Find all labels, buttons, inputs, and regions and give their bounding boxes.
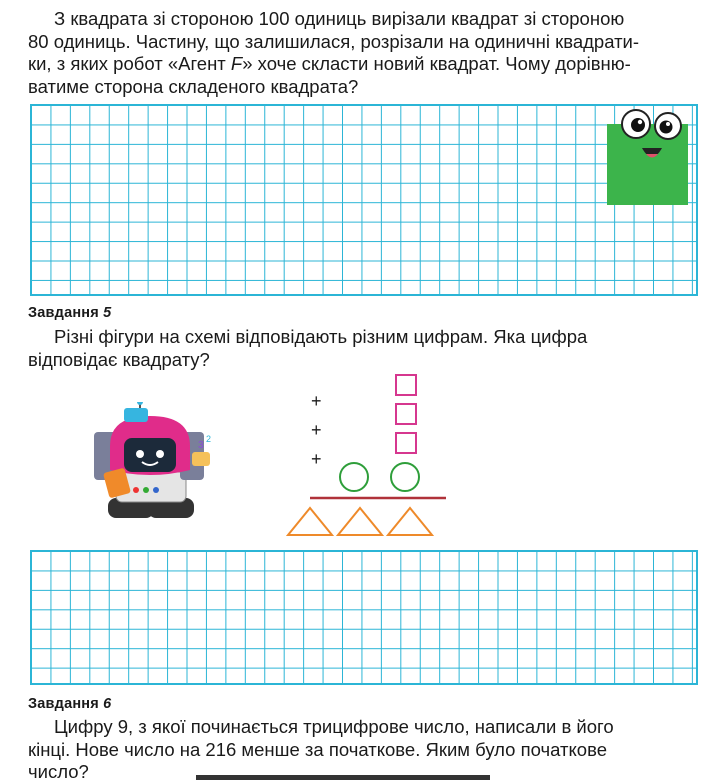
task5-number: 5 [103,305,112,321]
svg-text:2: 2 [206,434,212,444]
circle-shape [391,463,419,491]
task5-heading [28,305,111,321]
square-shape [396,375,416,395]
triangle-shape [338,508,382,535]
answer-grid-2[interactable] [30,550,698,685]
square-shape [396,433,416,453]
task6-line-2: кінці. Нове число на 216 менше за початкове. Яким було початкове [28,738,607,760]
plus-sign-1: + [311,391,322,411]
robot-illustration [88,402,228,532]
task4-text [28,8,698,98]
task6-heading [28,696,111,712]
task5-line-1: Різні фігури на схемі відповідають різним цифрам. Яка цифра [54,326,588,347]
task5-text [28,326,698,371]
task4-line-2: 80 одиниць. Частину, що залишилася, розрізали на одиничні квадрати- [28,30,640,52]
shapes-puzzle [280,370,460,540]
bottom-bar [196,775,490,780]
svg-text:3: 3 [198,440,204,451]
green-square-character [598,104,698,214]
task6-text [28,716,698,784]
right-eye-icon [655,113,681,139]
task4-line-3a: ки, з яких робот «Агент [28,53,231,74]
task6-line-3: число? [28,761,89,782]
triangle-shape [288,508,332,535]
task4-line-3b: » хоче скласти новий квадрат. Чому дорівню- [242,53,631,74]
left-eye-icon [622,110,650,138]
agent-f-letter: F [230,53,243,74]
task4-line-1: З квадрата зі стороною 100 одиниць вирізали квадрат зі стороною [54,8,625,29]
task5-line-2: відповідає квадрату? [28,348,210,370]
task6-number: 6 [103,696,112,712]
task4-line-4: ватиме сторона складеного квадрата? [28,75,359,97]
plus-sign-2: + [311,420,322,440]
circle-shape [340,463,368,491]
triangle-shape [388,508,432,535]
task6-heading-label: Завдання [28,696,99,712]
plus-sign-3: + [311,449,322,469]
square-shape [396,404,416,424]
task5-heading-label: Завдання [28,305,99,321]
task6-line-1: Цифру 9, з якої починається трицифрове число, написали в його [54,716,614,737]
